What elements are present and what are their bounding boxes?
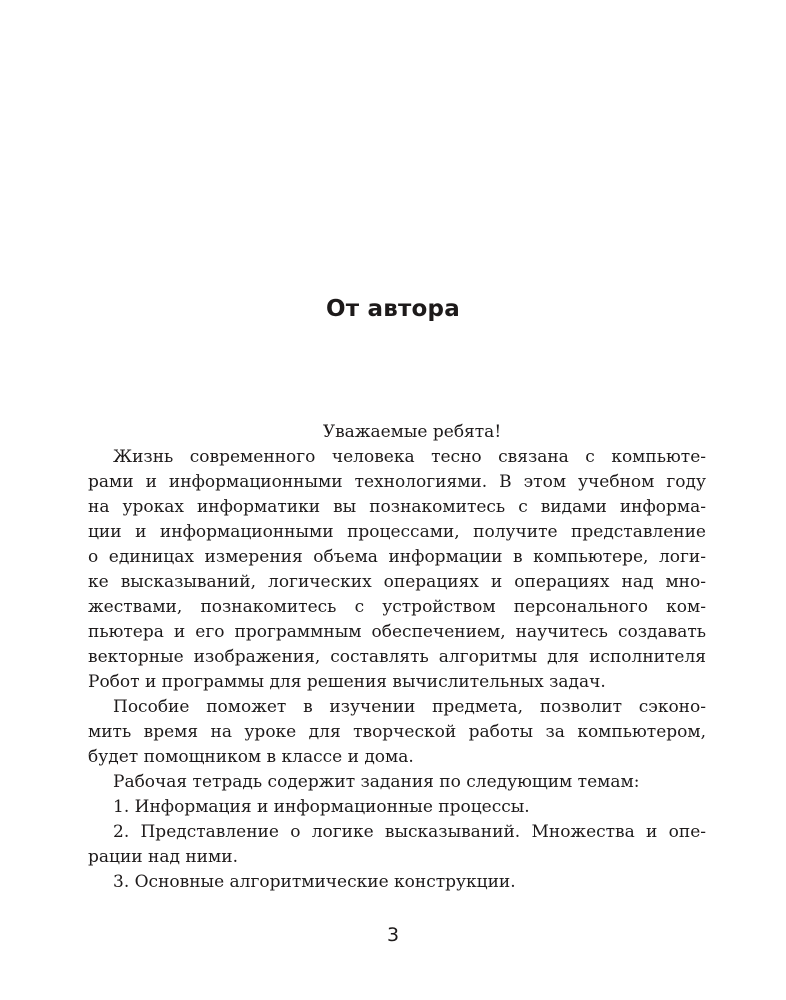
text-line: векторные изображения, составлять алгоритмы для исполнителя [88, 647, 706, 667]
list-item [88, 820, 706, 870]
text-line: 2. Представление о логике высказываний. Множества и опе- [113, 822, 706, 842]
text-line: Пособие поможет в изучении предмета, позволит сэконо- [113, 697, 706, 717]
text-line: о единицах измерения объема информации в компьютере, логи- [88, 547, 706, 567]
page-number: 3 [386, 924, 400, 946]
greeting: Уважаемые ребята! [322, 422, 502, 442]
text-line: Жизнь современного человека тесно связана с компьюте- [113, 447, 706, 467]
body-text [88, 420, 706, 895]
paragraph [88, 770, 706, 795]
text-line: мить время на уроке для творческой работы за компьютером, [88, 722, 706, 742]
page-title: От автора [326, 296, 460, 322]
text-line: 1. Информация и информационные процессы. [113, 797, 530, 817]
text-line: Робот и программы для решения вычислительных задач. [88, 672, 606, 692]
text-line: Рабочая тетрадь содержит задания по следующим темам: [113, 772, 640, 792]
list-item [88, 795, 706, 820]
paragraph [88, 695, 706, 770]
paragraph [88, 445, 706, 695]
text-line: жествами, познакомитесь с устройством персонального ком- [88, 597, 706, 617]
text-line: ке высказываний, логических операциях и операциях над мно- [88, 572, 706, 592]
text-line: на уроках информатики вы познакомитесь с видами информа- [88, 497, 706, 517]
text-line: пьютера и его программным обеспечением, научитесь создавать [88, 622, 706, 642]
text-line: 3. Основные алгоритмические конструкции. [113, 872, 516, 892]
text-line: ции и информационными процессами, получите представление [88, 522, 706, 542]
text-line: будет помощником в классе и дома. [88, 747, 414, 767]
text-line: рами и информационными технологиями. В этом учебном году [88, 472, 706, 492]
text-line: рации над ними. [88, 847, 238, 867]
list-item [88, 870, 706, 895]
